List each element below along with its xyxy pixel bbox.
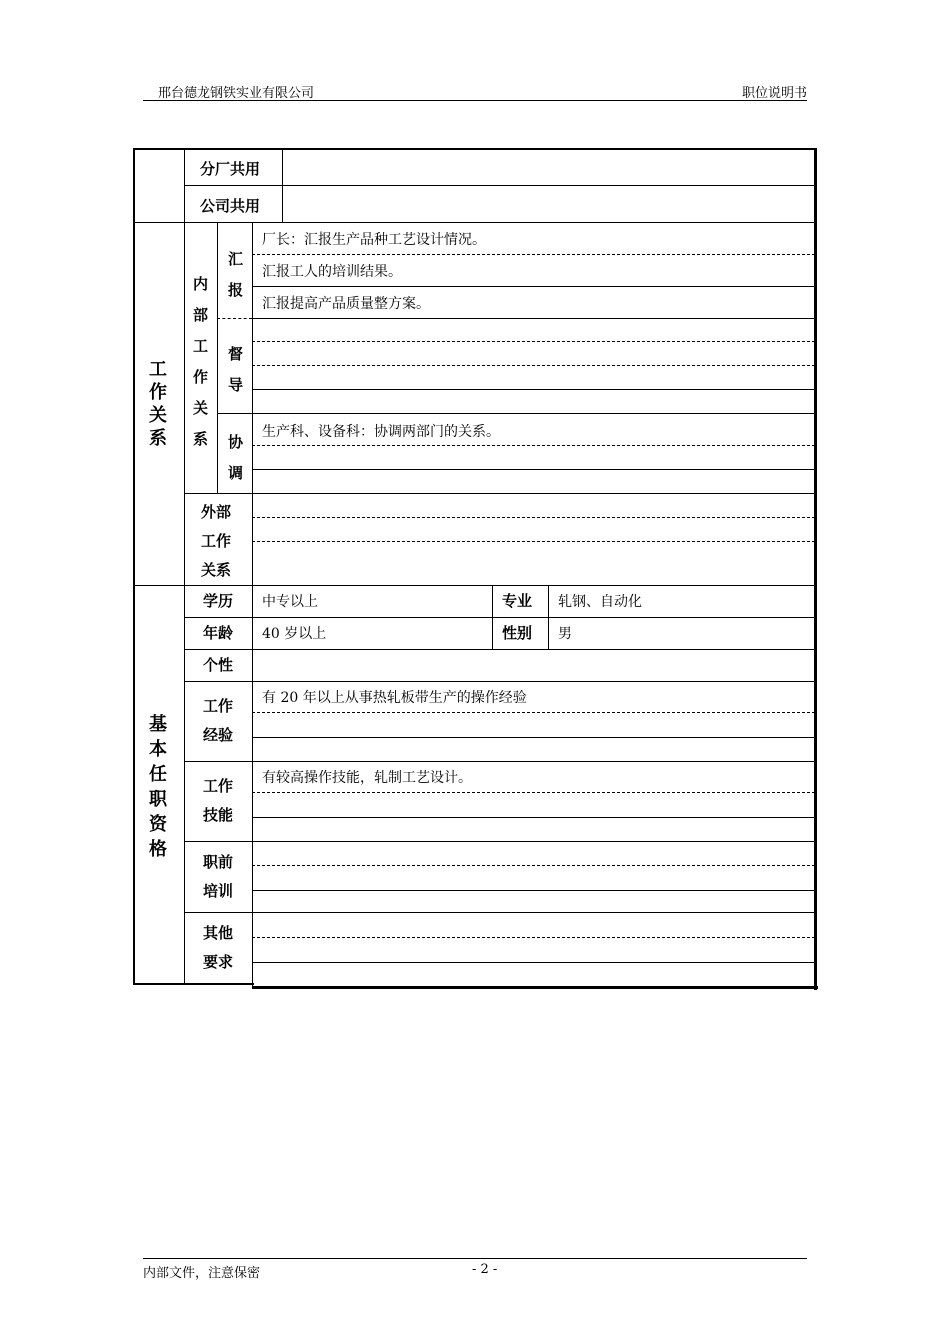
value-age: 40 岁以上: [262, 626, 327, 642]
section-work-relations: 工作关系: [149, 359, 167, 449]
row-line-experience: [184, 761, 815, 762]
row-line-report-end: [252, 318, 815, 319]
table-left-border: [133, 148, 135, 985]
row-line-relations-top: [133, 222, 815, 223]
label-other-requirements: 其他 要求: [203, 924, 234, 971]
coordinate-line-1: 生产科、设备科：协调两部门的关系。: [262, 424, 500, 440]
table-bottom-right: [252, 986, 818, 989]
dash-line: [252, 541, 815, 542]
label-age: 年龄: [203, 624, 234, 642]
section-qualifications: 基本任职资格: [149, 714, 167, 860]
label-major: 专业: [502, 592, 533, 610]
label-internal-relations: 内部工作关系: [193, 275, 209, 448]
label-gender: 性别: [502, 624, 533, 642]
table-bottom-left: [133, 983, 254, 985]
row-line-education: [184, 617, 815, 618]
label-report: 汇报: [228, 250, 244, 299]
row-line-training: [184, 912, 815, 913]
label-personality: 个性: [203, 656, 234, 674]
value-education: 中专以上: [262, 594, 318, 610]
value-skills: 有较高操作技能，轧制工艺设计。: [262, 770, 472, 786]
footer-confidential: 内部文件，注意保密: [143, 1266, 261, 1281]
report-line-1: 厂长：汇报生产品种工艺设计情况。: [262, 232, 486, 248]
dash-line: [252, 737, 815, 738]
line-coordinate-3: [252, 469, 815, 470]
dash-line: [252, 937, 815, 938]
dash-line: [252, 254, 815, 255]
dash-line: [252, 817, 815, 818]
label-company-shared: 公司共用: [200, 197, 261, 215]
line-supervise-3: [252, 389, 815, 390]
label-coordinate: 协调: [228, 433, 244, 482]
value-major: 轧钢、自动化: [558, 594, 642, 610]
col-line-1: [184, 148, 185, 985]
report-line-3: 汇报提高产品质量整方案。: [262, 296, 430, 312]
row-line-age: [184, 649, 815, 650]
header-doc-type: 职位说明书: [741, 86, 807, 101]
label-experience: 工作 经验: [203, 697, 234, 744]
label-branch-shared: 分厂共用: [200, 160, 261, 178]
col-line-content: [252, 223, 253, 988]
dash-line: [252, 962, 815, 963]
table-right-border: [814, 148, 817, 990]
col-line-internal: [217, 223, 218, 493]
footer-rule: [143, 1258, 807, 1259]
label-education: 学历: [203, 592, 234, 610]
row-line-qual-top: [133, 585, 815, 586]
label-external-relations: 外部 工作 关系: [201, 503, 232, 579]
table-top-border: [133, 148, 816, 150]
dash-line: [252, 712, 815, 713]
row-line-report-end-dash: [217, 318, 252, 319]
value-gender: 男: [558, 626, 572, 642]
dash-line: [252, 890, 815, 891]
footer-page-number: - 2 -: [472, 1262, 498, 1277]
label-skills: 工作 技能: [203, 777, 234, 824]
row-line-supervise-end: [217, 413, 815, 414]
label-supervise: 督导: [228, 345, 244, 394]
header-company: 邢台德龙钢铁实业有限公司: [158, 86, 315, 101]
row-line-internal-end: [184, 493, 815, 494]
value-experience: 有 20 年以上从事热轧板带生产的操作经验: [262, 690, 527, 706]
dash-line: [252, 517, 815, 518]
row-line-skills: [184, 841, 815, 842]
row-line-personality: [184, 681, 815, 682]
header-rule: [143, 100, 807, 101]
dash-line: [252, 286, 815, 287]
dash-line: [252, 341, 815, 342]
dash-line: [252, 865, 815, 866]
row-line-shared: [184, 185, 815, 186]
report-line-2: 汇报工人的培训结果。: [262, 264, 402, 280]
dash-line: [252, 365, 815, 366]
dash-line: [252, 445, 815, 446]
dash-line: [252, 792, 815, 793]
label-pre-job-training: 职前 培训: [203, 853, 234, 900]
